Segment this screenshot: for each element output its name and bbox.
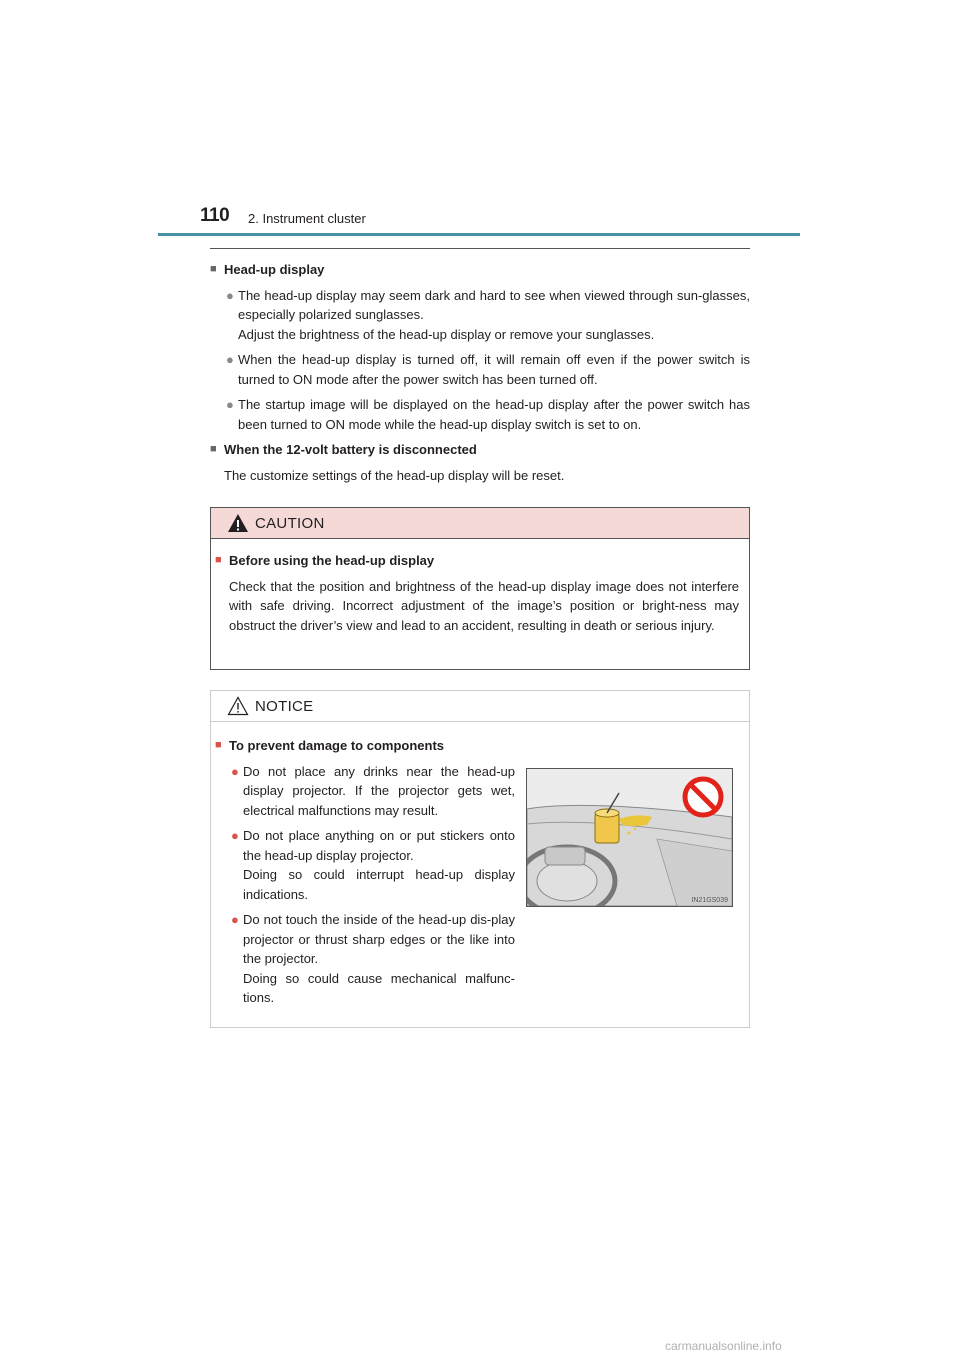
round-bullet-icon: ● <box>226 397 234 412</box>
section-title: 2. Instrument cluster <box>248 211 366 226</box>
list-item: ● When the head-up display is turned off, it will remain off even if the power switch is turned to ON mode after the power switch has been turned off. <box>226 350 750 389</box>
square-bullet-icon: ■ <box>215 554 222 566</box>
watermark: carmanualsonline.info <box>665 1339 782 1353</box>
battery-heading: ■ When the 12-volt battery is disconnected <box>210 440 750 460</box>
dashboard-drawing <box>527 769 732 906</box>
caution-header <box>211 508 749 539</box>
battery-text: The customize settings of the head-up display will be reset. <box>224 467 565 483</box>
caution-label: CAUTION <box>255 514 325 532</box>
notice-header <box>211 691 749 722</box>
drink-near-projector-illustration <box>526 768 733 907</box>
header-rule <box>158 233 800 236</box>
content-rule <box>210 248 750 249</box>
round-bullet-icon: ● <box>231 763 239 779</box>
list-item: ● The startup image will be displayed on the head-up display after the power switch has been turned to ON mode while the head-up display switch is set to on. <box>226 395 750 434</box>
square-bullet-icon: ■ <box>210 263 217 275</box>
illustration-code: IN21GS039 <box>691 897 728 904</box>
round-bullet-icon: ● <box>226 287 234 303</box>
list-item: ● Do not touch the inside of the head-up dis-play projector or thrust sharp edges or the like into the projector. Doing so could cause mechanical malfunc-tions. <box>231 910 515 1008</box>
list-item: ● The head-up display may seem dark and hard to see when viewed through sun-glasses, especially polarized sunglasses. Adjust the brightness of the head-up display or remove your sunglasses. <box>226 286 750 345</box>
caution-text: Check that the position and brightness of the head-up display image does not interfere with safe driving. Incorrect adjustment of the image’s position or bright-ness may obstruct the driver’s view and lead to an accident, resulting in death or serious injury. <box>229 578 739 633</box>
warning-triangle-icon <box>227 696 249 716</box>
list-item: ● Do not place anything on or put stickers onto the head-up display projector. Doing so could interrupt head-up display indications. <box>231 826 515 904</box>
page-number: 110 <box>200 205 230 226</box>
notice-label: NOTICE <box>255 697 314 715</box>
round-bullet-icon: ● <box>231 912 239 927</box>
caution-heading: ■ Before using the head-up display <box>215 551 739 571</box>
list-item: ● Do not place any drinks near the head-up display projector. If the projector gets wet, electrical malfunctions may result. <box>231 762 515 821</box>
headup-heading: ■ Head-up display <box>210 260 750 280</box>
caution-box <box>210 507 750 670</box>
square-bullet-icon: ■ <box>210 443 217 455</box>
round-bullet-icon: ● <box>226 352 234 367</box>
round-bullet-icon: ● <box>231 828 239 843</box>
main-content <box>210 260 750 491</box>
square-bullet-icon: ■ <box>215 739 222 751</box>
notice-heading: ■ To prevent damage to components <box>215 736 739 756</box>
warning-triangle-icon <box>227 513 249 533</box>
